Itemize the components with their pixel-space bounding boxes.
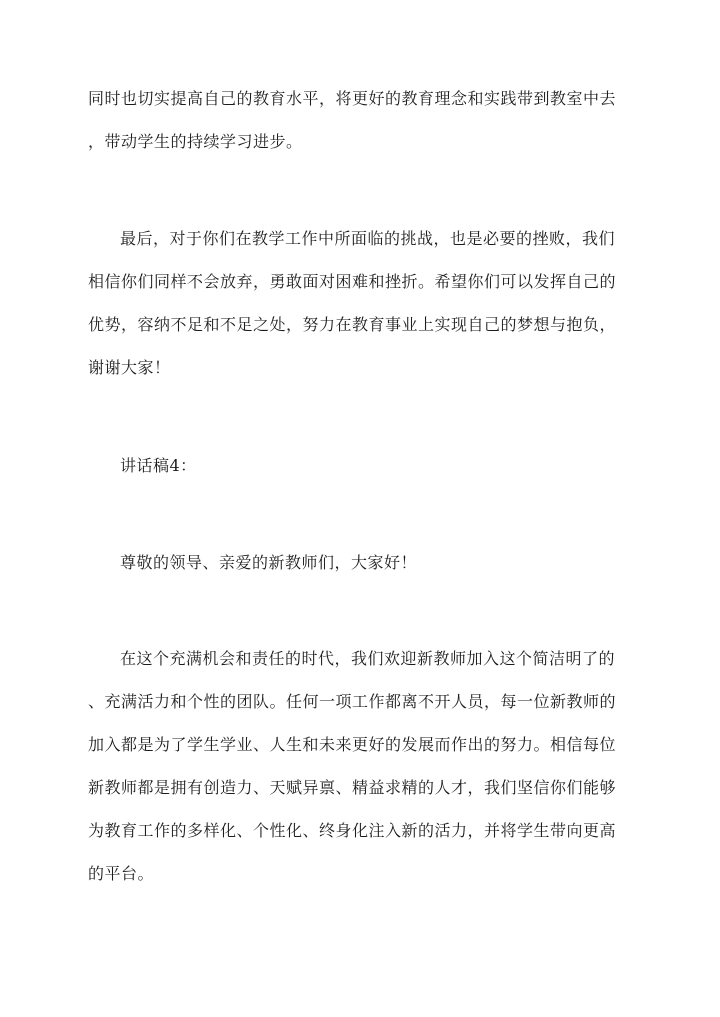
paragraph-line: 新教师都是拥有创造力、天赋异禀、精益求精的人才，我们坚信你们能够	[88, 778, 617, 797]
paragraph-line: 为教育工作的多样化、个性化、终身化注入新的活力，并将学生带向更高	[88, 821, 617, 840]
paragraph-line: 优势，容纳不足和不足之处，努力在教育事业上实现自己的梦想与抱负，	[88, 315, 617, 334]
section-heading: 讲话稿4：	[120, 456, 197, 475]
paragraph-line: 同时也切实提高自己的教育水平，将更好的教育理念和实践带到教室中去	[88, 89, 617, 108]
greeting-line: 尊敬的领导、亲爱的新教师们，大家好！	[120, 553, 418, 572]
paragraph-line: 相信你们同样不会放弃，勇敢面对困难和挫折。希望你们可以发挥自己的	[88, 272, 617, 291]
paragraph-line: 加入都是为了学生学业、人生和未来更好的发展而作出的努力。相信每位	[88, 735, 617, 754]
paragraph-line: 谢谢大家！	[88, 358, 171, 377]
paragraph-line: 、充满活力和个性的团队。任何一项工作都离不开人员，每一位新教师的	[88, 692, 617, 711]
paragraph-line: 在这个充满机会和责任的时代，我们欢迎新教师加入这个简洁明了的	[120, 649, 616, 668]
paragraph-line: 最后，对于你们在教学工作中所面临的挑战，也是必要的挫败，我们	[120, 229, 616, 248]
paragraph-line: ，带动学生的持续学习进步。	[88, 132, 303, 151]
paragraph-line: 的平台。	[88, 864, 155, 883]
